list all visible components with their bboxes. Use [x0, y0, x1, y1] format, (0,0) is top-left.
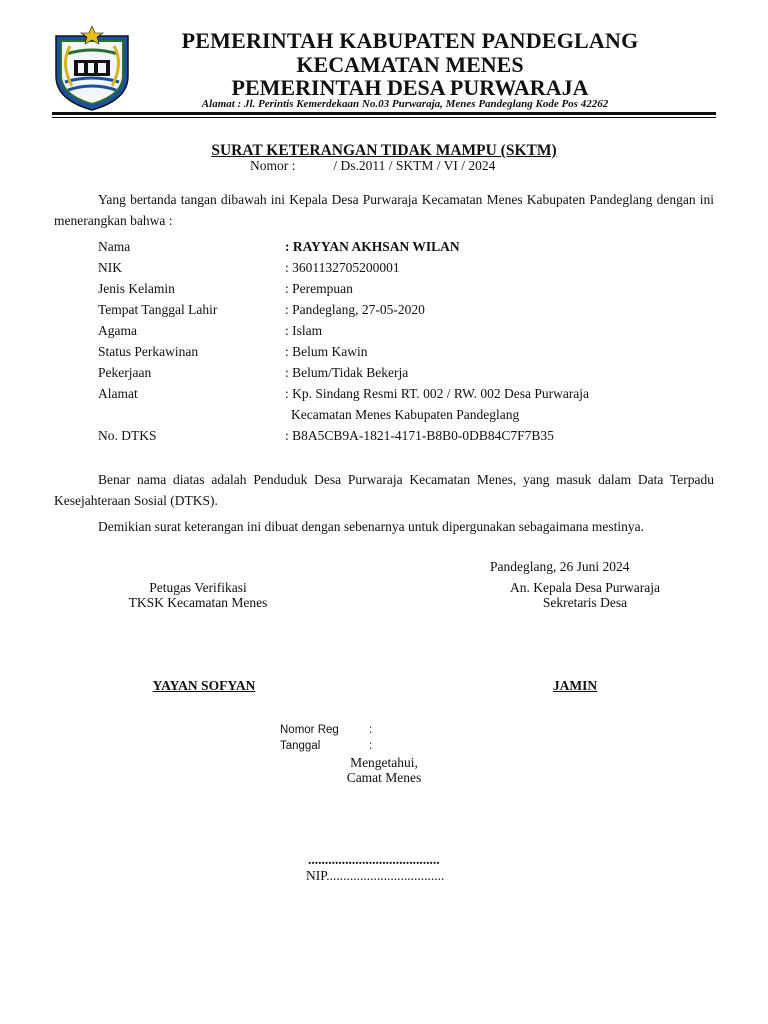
field-label: Nama	[98, 239, 131, 254]
reg-number-label: Nomor Reg	[280, 724, 339, 736]
letter-title: SURAT KETERANGAN TIDAK MAMPU (SKTM)	[211, 142, 557, 159]
body-paragraph-dtks: Benar nama diatas adalah Penduduk Desa Purwaraja Kecamatan Menes, yang masuk dalam Data Terpadu Kesejahteraan Sosial (DTKS).	[54, 472, 714, 508]
right-signer-name: JAMIN	[552, 678, 598, 693]
field-label: Pekerjaan	[98, 365, 152, 380]
header-rule-thick	[52, 112, 716, 115]
field-value: : 3601132705200001	[285, 260, 400, 275]
field-label: Alamat	[98, 386, 138, 401]
regency-crest-icon	[52, 24, 132, 112]
right-signer-subtitle: Sekretaris Desa	[542, 595, 628, 610]
right-signer-title: An. Kepala Desa Purwaraja	[510, 580, 660, 595]
left-signer-subtitle: TKSK Kecamatan Menes	[128, 595, 268, 610]
header-address: Alamat : Jl. Perintis Kemerdekaan No.03 Purwaraja, Menes Pandeglang Kode Pos 42262	[201, 98, 609, 110]
field-value: : Perempuan	[285, 281, 353, 296]
camat-name-placeholder: .......................................	[308, 852, 440, 867]
closing-paragraph: Demikian surat keterangan ini dibuat dengan sebenarnya untuk dipergunakan sebagaimana mestinya.	[98, 519, 644, 534]
field-label: Status Perkawinan	[98, 344, 199, 359]
field-value: : B8A5CB9A-1821-4171-B8B0-0DB84C7F7B35	[285, 428, 554, 443]
left-signer-title: Petugas Verifikasi	[149, 580, 247, 595]
field-value: Kecamatan Menes Kabupaten Pandeglang	[291, 407, 520, 422]
acknowledged-label: Mengetahui,	[350, 755, 418, 770]
field-label: Agama	[98, 323, 137, 338]
reg-number-colon: :	[369, 724, 373, 736]
field-value: : Belum Kawin	[285, 344, 368, 359]
field-value: : Belum/Tidak Bekerja	[285, 365, 409, 380]
field-value: : Kp. Sindang Resmi RT. 002 / RW. 002 Desa Purwaraja	[285, 386, 590, 401]
header-rule-thin	[52, 117, 716, 118]
reg-date-colon: :	[369, 740, 373, 752]
field-label: NIK	[98, 260, 122, 275]
letter-number	[250, 158, 495, 174]
field-value: : RAYYAN AKHSAN WILAN	[285, 239, 460, 254]
field-label: No. DTKS	[98, 428, 157, 443]
camat-title: Camat Menes	[346, 770, 422, 785]
letter-number-value: / Ds.2011 / SKTM / VI / 2024	[333, 158, 496, 173]
place-date: Pandeglang, 26 Juni 2024	[490, 559, 630, 574]
intro-paragraph: Yang bertanda tangan dibawah ini Kepala Desa Purwaraja Kecamatan Menes Kabupaten Pandeglang dengan ini menerangkan bahwa :	[54, 192, 714, 228]
header-line3: PEMERINTAH DESA PURWARAJA	[231, 75, 589, 100]
header-line1: PEMERINTAH KABUPATEN PANDEGLANG	[181, 28, 639, 53]
field-label: Tempat Tanggal Lahir	[98, 302, 218, 317]
field-value: : Pandeglang, 27-05-2020	[285, 302, 425, 317]
left-signer-name: YAYAN SOFYAN	[152, 678, 256, 693]
camat-nip: NIP...................................	[306, 868, 445, 883]
field-value: : Islam	[285, 323, 323, 338]
reg-date-label: Tanggal	[280, 740, 321, 752]
field-label: Jenis Kelamin	[98, 281, 175, 296]
letter-number-label: Nomor :	[250, 158, 296, 173]
header-line2: KECAMATAN MENES	[296, 52, 524, 77]
